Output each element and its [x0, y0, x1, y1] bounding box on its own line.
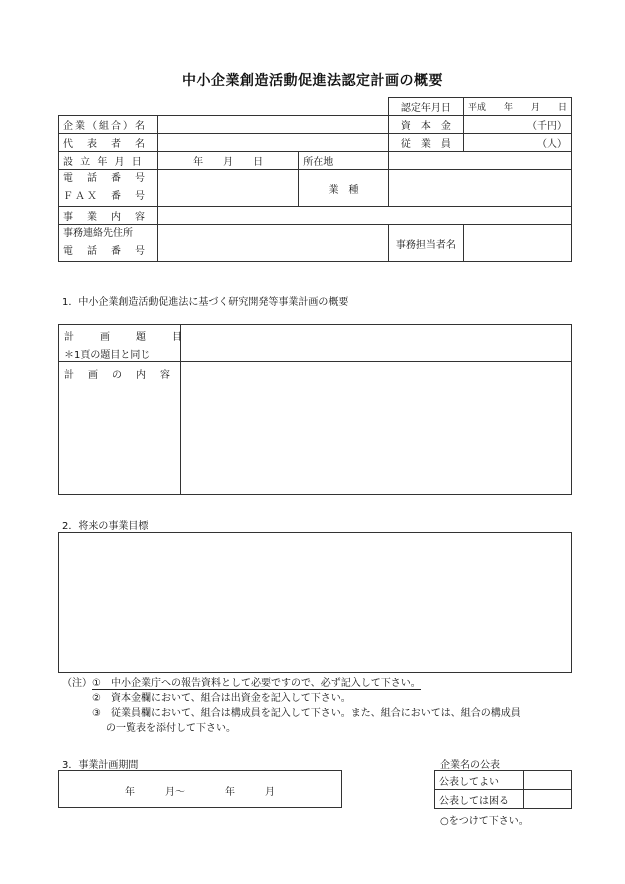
- note-2: ② 資本金欄において、組合は出資金を記入して下さい。: [92, 693, 351, 704]
- industry-field[interactable]: [388, 170, 571, 207]
- employees-label: 従 業 員: [388, 134, 463, 152]
- company-info-table: [58, 97, 572, 262]
- contact-person-field[interactable]: [463, 225, 571, 262]
- phone-fax-field[interactable]: [158, 170, 299, 207]
- note-3: ③ 従業員欄において、組合は構成員を記入して下さい。また、組合においては、組合の構成員: [92, 708, 521, 719]
- plan-title-label: 計 画 題 目: [64, 332, 184, 343]
- business-label: 事 業 内 容: [59, 207, 158, 225]
- industry-label: 業 種: [299, 170, 389, 207]
- cert-date-value[interactable]: 平成 年 月 日: [463, 98, 571, 116]
- phone-label: 電 話 番 号: [63, 173, 147, 184]
- section2-heading: 2．将来の事業目標: [62, 521, 149, 532]
- employees-field[interactable]: （人）: [463, 134, 571, 152]
- notes-block: [62, 676, 582, 736]
- contact-label: [59, 225, 158, 262]
- plan-content-label: 計 画 の 内 容: [64, 370, 172, 381]
- address-label-text: 所在地: [303, 157, 334, 168]
- contact-person-label: 事務担当者名: [388, 225, 463, 262]
- capital-label: 資 本 金: [388, 116, 463, 134]
- plan-title-field[interactable]: [182, 326, 570, 360]
- founded-field[interactable]: 年 月 日: [158, 152, 299, 170]
- notes-prefix: （注）: [62, 678, 92, 689]
- note-3b: の一覧表を添付して下さい。: [106, 723, 236, 734]
- publicity-ok-label: 公表してよい: [435, 771, 524, 790]
- phone-fax-label: [59, 170, 158, 207]
- publicity-ng-label: 公表しては困る: [435, 790, 524, 809]
- publicity-ok-mark[interactable]: [524, 771, 572, 790]
- contact-field[interactable]: [158, 225, 389, 262]
- cert-date-label: 認定年月日: [388, 98, 463, 116]
- plan-title-note: ＊1頁の題目と同じ: [64, 350, 151, 361]
- period-value: 年 月～ 年 月: [125, 787, 275, 798]
- contact-phone-label: 電 話 番 号: [63, 246, 147, 257]
- publicity-heading: 企業名の公表: [440, 760, 500, 771]
- company-name-label: 企業（組合）名: [59, 116, 158, 134]
- plan-content-field[interactable]: [182, 363, 570, 493]
- fax-label: ＦＡＸ 番 号: [63, 191, 147, 202]
- company-name-field[interactable]: [158, 116, 389, 134]
- capital-field[interactable]: （千円）: [463, 116, 571, 134]
- representative-field[interactable]: [158, 134, 389, 152]
- representative-label: 代 表 者 名: [59, 134, 158, 152]
- note-1: [62, 676, 582, 691]
- plan-divider-vertical: [180, 324, 181, 495]
- section1-heading: 1．中小企業創造活動促進法に基づく研究開発等事業計画の概要: [62, 297, 349, 308]
- address-field[interactable]: [388, 152, 571, 170]
- page-title: 中小企業創造活動促進法認定計画の概要: [182, 73, 443, 89]
- business-field[interactable]: [158, 207, 572, 225]
- section3-heading: 3．事業計画期間: [62, 760, 139, 771]
- founded-label: 設 立 年 月 日: [59, 152, 158, 170]
- note-1-text: ① 中小企業庁への報告資料として必要ですので、必ず記入して下さい。: [92, 678, 421, 689]
- address-label: [299, 152, 389, 170]
- publicity-table: [434, 770, 572, 809]
- plan-divider-horizontal: [58, 361, 572, 362]
- publicity-footnote: ○をつけて下さい。: [440, 816, 529, 827]
- publicity-ng-mark[interactable]: [524, 790, 572, 809]
- future-goals-field[interactable]: [58, 532, 572, 673]
- contact-address-label: 事務連絡先住所: [63, 228, 133, 239]
